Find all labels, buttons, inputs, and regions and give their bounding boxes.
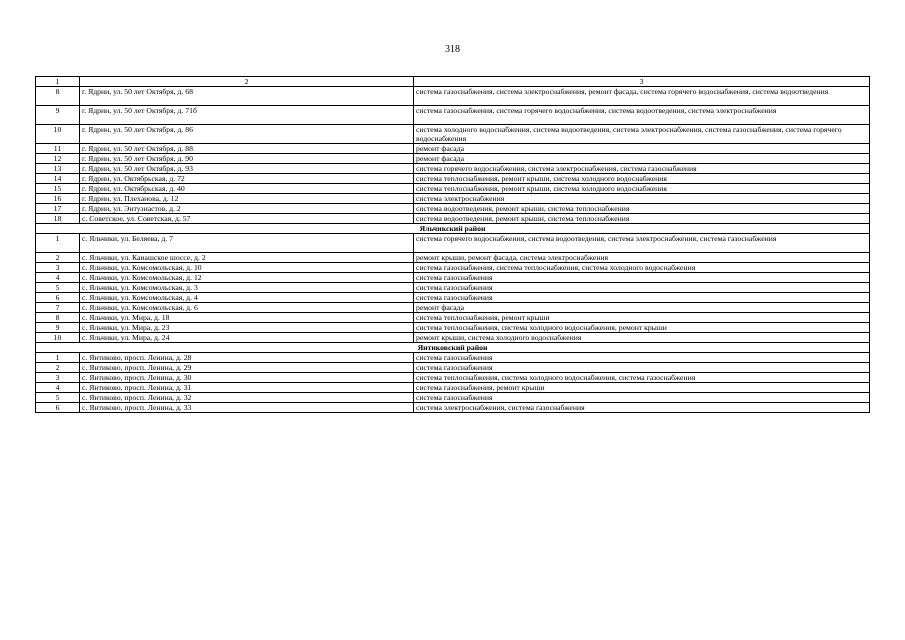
row-number-cell: 2 bbox=[36, 363, 80, 373]
table-row bbox=[36, 154, 870, 164]
works-cell: система газоснабжения, ремонт крыши bbox=[414, 383, 870, 393]
address-cell: с. Янтиково, просп. Ленина, д. 32 bbox=[80, 393, 414, 403]
address-cell: г. Ядрин, ул. 50 лет Октября, д. 68 bbox=[80, 87, 414, 106]
address-cell: с. Янтиково, просп. Ленина, д. 30 bbox=[80, 373, 414, 383]
row-number-cell: 16 bbox=[36, 194, 80, 204]
address-cell: с. Яльчики, ул. Беляева, д. 7 bbox=[80, 234, 414, 253]
row-number-cell: 10 bbox=[36, 333, 80, 343]
address-cell: с. Яльчики, ул. Мира, д. 24 bbox=[80, 333, 414, 343]
works-cell: система газоснабжения bbox=[414, 353, 870, 363]
works-cell: система горячего водоснабжения, система водоотведения, система электроснабжения, система газоснабжения bbox=[414, 234, 870, 253]
table-body bbox=[36, 77, 870, 413]
works-cell: ремонт крыши, ремонт фасада, система электроснабжения bbox=[414, 253, 870, 263]
address-cell: с. Яльчики, ул. Комсомольская, д. 4 bbox=[80, 293, 414, 303]
address-cell: с. Яльчики, ул. Мира, д. 18 bbox=[80, 313, 414, 323]
row-number-cell: 9 bbox=[36, 323, 80, 333]
works-cell: ремонт крыши, система холодного водоснабжения bbox=[414, 333, 870, 343]
table-row bbox=[36, 323, 870, 333]
works-cell: ремонт фасада bbox=[414, 144, 870, 154]
address-cell: с. Янтиково, просп. Ленина, д. 31 bbox=[80, 383, 414, 393]
address-cell: с. Советское, ул. Советская, д. 57 bbox=[80, 214, 414, 224]
works-cell: ремонт фасада bbox=[414, 303, 870, 313]
row-number-cell: 17 bbox=[36, 204, 80, 214]
works-cell: система газоснабжения bbox=[414, 363, 870, 373]
table-row bbox=[36, 125, 870, 144]
row-number-cell: 9 bbox=[36, 106, 80, 125]
address-cell: с. Яльчики, ул. Комсомольская, д. 6 bbox=[80, 303, 414, 313]
table-row bbox=[36, 87, 870, 106]
works-cell: система газоснабжения bbox=[414, 273, 870, 283]
table-row bbox=[36, 353, 870, 363]
works-cell: система газоснабжения bbox=[414, 283, 870, 293]
works-cell: система газоснабжения, система горячего водоснабжения, система водоотведения, система электроснабжения bbox=[414, 106, 870, 125]
row-number-cell: 1 bbox=[36, 353, 80, 363]
address-cell: г. Ядрин, ул. 50 лет Октября, д. 90 bbox=[80, 154, 414, 164]
row-number-cell: 15 bbox=[36, 184, 80, 194]
address-cell: с. Яльчики, ул. Канашское шоссе, д. 2 bbox=[80, 253, 414, 263]
works-cell: система теплоснабжения, система холодного водоснабжения, система газоснабжения bbox=[414, 373, 870, 383]
table-row bbox=[36, 293, 870, 303]
row-number-cell: 5 bbox=[36, 283, 80, 293]
works-cell: система газоснабжения bbox=[414, 293, 870, 303]
section-header-row bbox=[36, 343, 870, 353]
address-cell: г. Ядрин, ул. 50 лет Октября, д. 86 bbox=[80, 125, 414, 144]
address-cell: с. Яльчики, ул. Комсомольская, д. 10 bbox=[80, 263, 414, 273]
table-row bbox=[36, 194, 870, 204]
table-row bbox=[36, 234, 870, 253]
row-number-cell: 14 bbox=[36, 174, 80, 184]
address-cell: г. Ядрин, ул. 50 лет Октября, д. 88 bbox=[80, 144, 414, 154]
works-cell: система теплоснабжения, ремонт крыши bbox=[414, 313, 870, 323]
column-header-2: 2 bbox=[80, 77, 414, 87]
works-cell: система водоотведения, ремонт крыши, система теплоснабжения bbox=[414, 214, 870, 224]
address-cell: г. Ядрин, ул. Октябрьская, д. 72 bbox=[80, 174, 414, 184]
address-cell: с. Янтиково, просп. Ленина, д. 33 bbox=[80, 403, 414, 413]
table-row bbox=[36, 313, 870, 323]
row-number-cell: 8 bbox=[36, 87, 80, 106]
row-number-cell: 5 bbox=[36, 393, 80, 403]
row-number-cell: 4 bbox=[36, 383, 80, 393]
works-cell: система холодного водоснабжения, система водоотведения, система электроснабжения, система газоснабжения, система горячего водоснабжения bbox=[414, 125, 870, 144]
table-row bbox=[36, 383, 870, 393]
section-title: Яльчикский район bbox=[36, 224, 870, 234]
column-header-3: 3 bbox=[414, 77, 870, 87]
row-number-cell: 10 bbox=[36, 125, 80, 144]
row-number-cell: 11 bbox=[36, 144, 80, 154]
address-cell: с. Яльчики, ул. Комсомольская, д. 3 bbox=[80, 283, 414, 293]
address-cell: г. Ядрин, ул. Энтузиастов, д. 2 bbox=[80, 204, 414, 214]
table-row bbox=[36, 393, 870, 403]
works-cell: система теплоснабжения, система холодного водоснабжения, ремонт крыши bbox=[414, 323, 870, 333]
table-row bbox=[36, 184, 870, 194]
page-number: 318 bbox=[445, 44, 460, 55]
row-number-cell: 3 bbox=[36, 373, 80, 383]
works-table bbox=[35, 76, 870, 413]
works-cell: ремонт фасада bbox=[414, 154, 870, 164]
table-row bbox=[36, 333, 870, 343]
address-cell: г. Ядрин, ул. 50 лет Октября, д. 93 bbox=[80, 164, 414, 174]
table-row bbox=[36, 263, 870, 273]
table-row bbox=[36, 283, 870, 293]
works-cell: система горячего водоснабжения, система электроснабжения, система газоснабжения bbox=[414, 164, 870, 174]
works-cell: система электроснабжения bbox=[414, 194, 870, 204]
row-number-cell: 2 bbox=[36, 253, 80, 263]
address-cell: г. Ядрин, ул. 50 лет Октября, д. 71б bbox=[80, 106, 414, 125]
table-row bbox=[36, 144, 870, 154]
address-cell: с. Янтиково, просп. Ленина, д. 28 bbox=[80, 353, 414, 363]
table-row bbox=[36, 204, 870, 214]
works-cell: система теплоснабжения, ремонт крыши, система холодного водоснабжения bbox=[414, 184, 870, 194]
works-cell: система газоснабжения bbox=[414, 393, 870, 403]
table-row bbox=[36, 273, 870, 283]
table-row bbox=[36, 164, 870, 174]
table-row bbox=[36, 303, 870, 313]
address-cell: г. Ядрин, ул. Плеханова, д. 12 bbox=[80, 194, 414, 204]
row-number-cell: 6 bbox=[36, 403, 80, 413]
column-header-row bbox=[36, 77, 870, 87]
row-number-cell: 1 bbox=[36, 234, 80, 253]
row-number-cell: 12 bbox=[36, 154, 80, 164]
works-cell: система газоснабжения, система теплоснабжения, система холодного водоснабжения bbox=[414, 263, 870, 273]
column-header-1: 1 bbox=[36, 77, 80, 87]
address-cell: с. Янтиково, просп. Ленина, д. 29 bbox=[80, 363, 414, 373]
works-cell: система теплоснабжения, ремонт крыши, система холодного водоснабжения bbox=[414, 174, 870, 184]
table-row bbox=[36, 373, 870, 383]
row-number-cell: 7 bbox=[36, 303, 80, 313]
row-number-cell: 3 bbox=[36, 263, 80, 273]
section-title: Янтиковский район bbox=[36, 343, 870, 353]
table-row bbox=[36, 363, 870, 373]
table-row bbox=[36, 214, 870, 224]
works-cell: система газоснабжения, система электроснабжения, ремонт фасада, система горячего водоснабжения, система водоотведения bbox=[414, 87, 870, 106]
table-row bbox=[36, 403, 870, 413]
table-row bbox=[36, 253, 870, 263]
table-row bbox=[36, 106, 870, 125]
row-number-cell: 6 bbox=[36, 293, 80, 303]
works-cell: система электроснабжения, система газоснабжения bbox=[414, 403, 870, 413]
section-header-row bbox=[36, 224, 870, 234]
row-number-cell: 18 bbox=[36, 214, 80, 224]
row-number-cell: 13 bbox=[36, 164, 80, 174]
table-row bbox=[36, 174, 870, 184]
row-number-cell: 4 bbox=[36, 273, 80, 283]
address-cell: с. Яльчики, ул. Комсомольская, д. 12 bbox=[80, 273, 414, 283]
address-cell: г. Ядрин, ул. Октябрьская, д. 40 bbox=[80, 184, 414, 194]
address-cell: с. Яльчики, ул. Мира, д. 23 bbox=[80, 323, 414, 333]
row-number-cell: 8 bbox=[36, 313, 80, 323]
works-cell: система водоотведения, ремонт крыши, система теплоснабжения bbox=[414, 204, 870, 214]
